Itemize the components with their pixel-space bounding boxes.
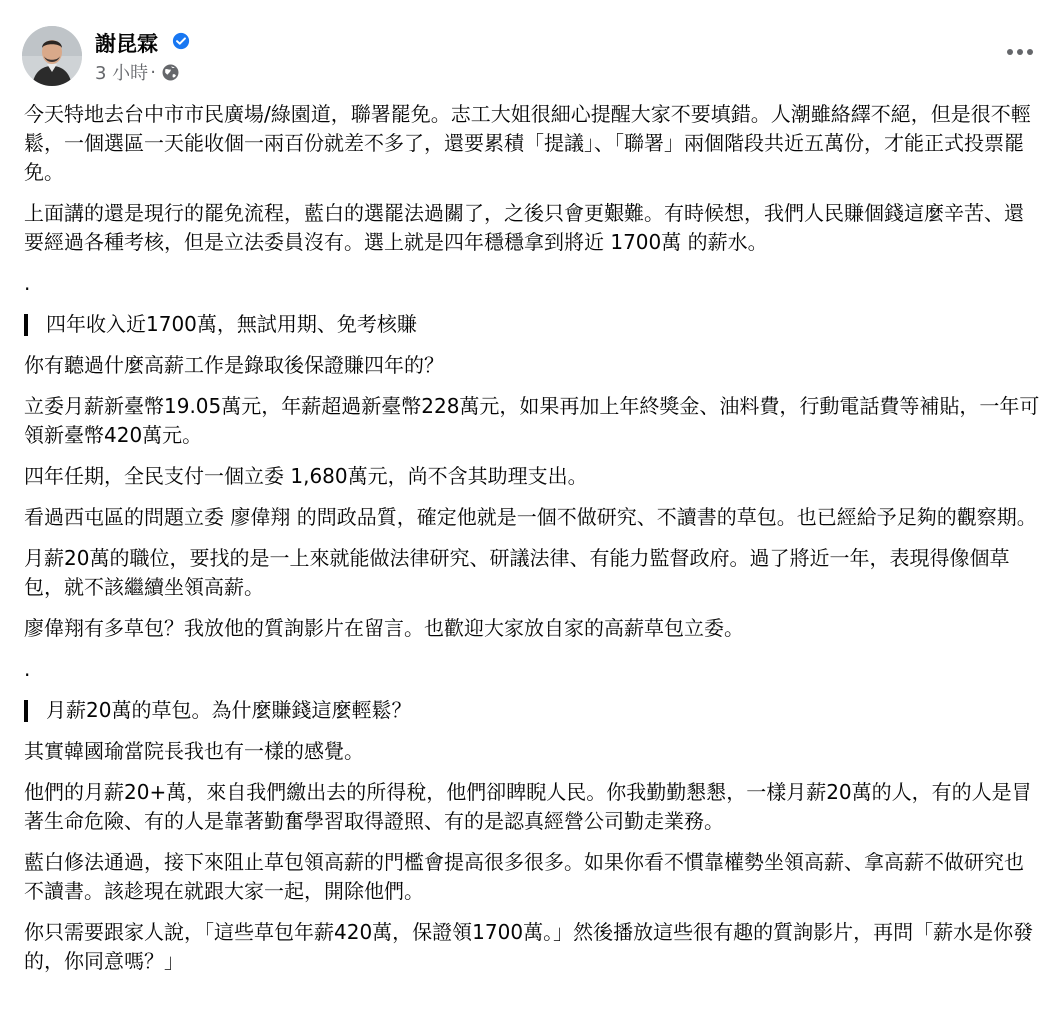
post-paragraph: 其實韓國瑜當院長我也有一樣的感覺。 [24,739,364,763]
globe-icon[interactable] [162,64,179,81]
post-paragraph: 你有聽過什麼高薪工作是錄取後保證賺四年的？ [24,353,444,377]
post-paragraph: 立委月薪新臺幣19.05萬元，年薪超過新臺幣228萬元，如果再加上年終獎金、油料費，行動電話費等補貼，一年可領新臺幣420萬元。 [24,394,1040,447]
heading-bar [24,700,28,722]
post-paragraph: 你只需要跟家人說，「這些草包年薪420萬，保證領1700萬。」然後播放這些很有趣的質詢影片，再問「薪水是你發的，你同意嗎？」 [24,920,1034,973]
post-body [24,100,1040,988]
heading-text: 四年收入近1700萬，無試用期、免考核賺 [46,312,417,336]
post-paragraph: 月薪20萬的職位，要找的是一上來就能做法律研究、研議法律、有能力監督政府。過了將近一年，表現得像個草包，就不該繼續坐領高薪。 [24,546,1010,599]
post-paragraph: 上面講的還是現行的罷免流程，藍白的選罷法過關了，之後只會更艱難。￼有時候想，我們人民賺個錢這麼辛苦、還要經過各種考核，但是立法委員沒有。選上就是四年穩穩拿到將近 1700萬 的薪水。 [24,201,1024,254]
post-paragraph: 他們的月薪20+萬，來自我們繳出去的所得稅，他們卻睥睨人民。你我勤勤懇懇，一樣月薪20萬的人，有的人是冒著生命危險、有的人是靠著勤奮￼學習￼取得證照、有的是認真經營公司￼勤走業務。 [24,780,1032,833]
post-paragraph: 四年任期，全民支付一個立委 1,680萬元，尚不含其助理支出。 [24,464,588,488]
separator-dot: . [24,657,31,681]
post-time[interactable]: 3 小時 [95,63,149,84]
post-paragraph: 看過西屯區的問題立委 廖偉翔 的問政品質，確定他就是一個不做研究、不讀書的草包。也已經給予足夠的觀察期。 [24,505,1037,529]
heading-bar [24,314,28,336]
section-heading [24,310,1040,339]
post-header [22,24,1038,88]
heading-text: 月薪20萬的草包。為什麼賺錢這麼輕鬆？ [46,698,412,722]
section-heading [24,696,1040,725]
more-options-icon [1006,48,1034,56]
post-paragraph: 今天特地去台中市市民廣場/綠園道，聯署罷免。志工大姐很細心提醒大家不要填錯。人潮雖絡繹不絕，但是很不輕鬆，一個選區一天能收個一兩百份就差不多了，還要累積「提議」、「聯署」兩個階段共近五萬份，才能正式投票罷免。 [24,102,1031,184]
post-meta [95,59,179,85]
post-paragraph: 藍白修法通過，接下來阻止草包領高薪的門檻會提高很多很多。如果你看不慣靠權勢坐領高薪、拿高薪不做研究也不讀書。該趁現在就跟大家一起，開除他們。 [24,850,1024,903]
separator-dot: . [24,271,31,295]
more-options-button[interactable] [1002,38,1038,66]
avatar[interactable] [22,26,82,86]
post-paragraph: 廖偉翔有多草包？我放他的質詢影片在留言。也歡迎大家放自家的高薪草包立委。 [24,616,744,640]
author-name[interactable]: 謝昆霖 [95,32,158,56]
meta-separator: · [150,61,156,83]
verified-badge-icon [172,32,190,50]
